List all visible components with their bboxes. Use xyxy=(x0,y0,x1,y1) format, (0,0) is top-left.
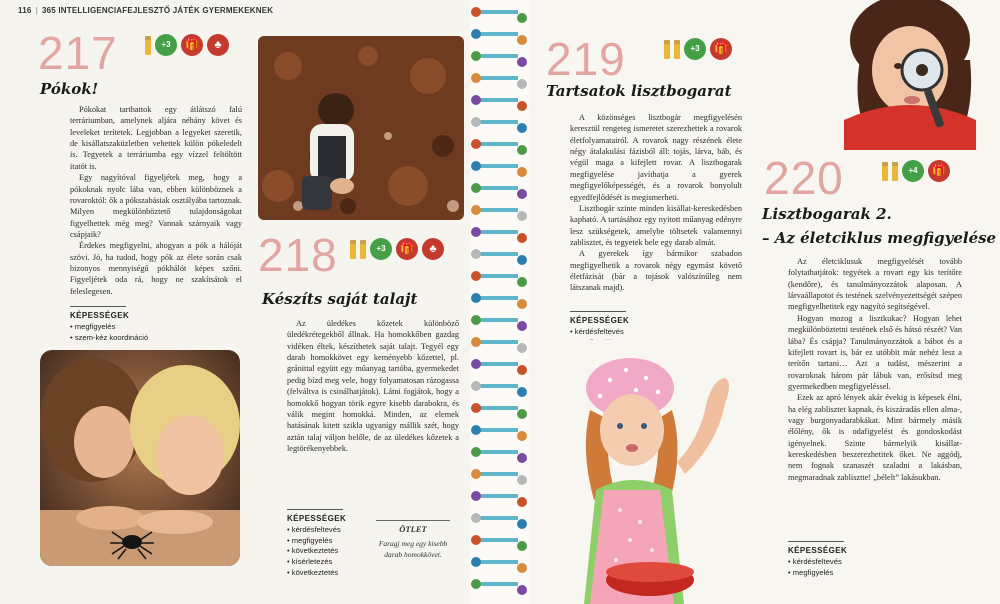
idea-title: ÖTLET xyxy=(376,520,450,535)
molecule-atom xyxy=(471,491,481,501)
molecule-atom xyxy=(471,315,481,325)
molecule-atom xyxy=(471,249,481,259)
paragraph: Az életciklusuk megfigyelését tovább folytathatjátok: tegyétek a rovart egy kis terítőre (kendőre), és tanulmányozzátok alaposan. A lárvaállapotot és testének szelvényezettségét szépen megfigyelhetitek egy nagyító segítségével. xyxy=(788,257,962,312)
molecule-rung xyxy=(480,450,518,454)
molecule-atom xyxy=(471,51,481,61)
activity-body-219 xyxy=(570,112,742,294)
molecule-atom xyxy=(471,161,481,171)
molecule-atom xyxy=(517,563,527,573)
molecule-atom xyxy=(471,359,481,369)
activity-title-220: Lisztbogarak 2. xyxy=(762,205,892,223)
molecule-rung xyxy=(480,120,518,124)
pencil-icon xyxy=(360,240,366,259)
molecule-atom xyxy=(517,299,527,309)
right-page xyxy=(530,0,1000,604)
girl-chef-photo xyxy=(560,340,750,604)
molecule-rung xyxy=(480,142,518,146)
activity-subtitle-220: – Az életciklus megfigyelése xyxy=(762,229,997,247)
skill-item: • kérdésfeltevés xyxy=(570,327,626,338)
paragraph: A gyerekek így bármikor szabadon megfigyelhetik a rovarok négy egymást követő életfázisát (bár a tojások valószínűleg nem látszanak majd). xyxy=(570,249,742,293)
book-title: 365 INTELLIGENCIAFEJLESZTŐ JÁTÉK GYERMEKEKNEK xyxy=(41,6,274,15)
molecule-rung xyxy=(480,10,518,14)
skills-title: KÉPESSÉGEK xyxy=(788,541,844,556)
molecule-atom xyxy=(471,447,481,457)
pencil-icon xyxy=(664,40,670,59)
molecule-atom xyxy=(517,475,527,485)
molecule-atom xyxy=(471,95,481,105)
molecule-atom xyxy=(471,227,481,237)
paragraph: Pókokat tarthattok egy átlátszó falú terráriumban, amelynek aljára néhány követ és leveleket terítetek. Legjobban a legyeket szeretik, de kisállatszaküzletben vehettek külön pókeledelt is. Tegyetek a terráriumba egy vízzel feltöltött itatót is. xyxy=(70,105,242,171)
skill-item: • következtetés xyxy=(287,568,343,579)
molecule-atom xyxy=(471,513,481,523)
molecule-rung xyxy=(480,582,518,586)
running-header: 116 | 365 INTELLIGENCIAFEJLESZTŐ JÁTÉK GYERMEKEKNEK xyxy=(18,6,274,15)
age-badge: +3 xyxy=(155,34,177,56)
skill-item: • következtetés xyxy=(287,546,343,557)
pencil-icon xyxy=(892,162,898,181)
molecule-atom xyxy=(471,117,481,127)
molecule-atom xyxy=(517,321,527,331)
molecule-atom xyxy=(517,79,527,89)
molecule-atom xyxy=(517,431,527,441)
molecule-atom xyxy=(517,585,527,595)
skills-box-218 xyxy=(287,509,347,578)
molecule-atom xyxy=(517,409,527,419)
molecule-atom xyxy=(517,35,527,45)
molecule-rung xyxy=(480,318,518,322)
activity-number-219: 219 xyxy=(546,33,626,85)
idea-text: Faragj meg egy kisebb darab homokkövet. xyxy=(378,539,448,559)
molecule-atom xyxy=(471,29,481,39)
pencil-icon xyxy=(674,40,680,59)
pencil-icon xyxy=(350,240,356,259)
molecule-atom xyxy=(517,255,527,265)
molecule-atom xyxy=(471,183,481,193)
activity-number-220: 220 xyxy=(764,152,844,204)
paragraph: Lisztbogár szinte minden kisállat-kereskedésben kapható. A tartásához egy nyitott műanyag edényre lesz szükségetek, amelybe töltsetek valamennyi zablisztet, és tegyetek bele egy darab almát. xyxy=(570,203,742,247)
molecule-rung xyxy=(480,274,518,278)
molecule-atom xyxy=(517,57,527,67)
molecule-atom xyxy=(517,387,527,397)
molecule-rung xyxy=(480,560,518,564)
molecule-atom xyxy=(517,453,527,463)
molecule-atom xyxy=(517,145,527,155)
molecule-atom xyxy=(517,189,527,199)
skill-item: • szem-kéz koordináció xyxy=(70,333,148,344)
molecule-atom xyxy=(471,139,481,149)
molecule-rung xyxy=(480,76,518,80)
girl-magnifier-photo xyxy=(820,0,1000,150)
molecule-atom xyxy=(517,497,527,507)
molecule-rung xyxy=(480,296,518,300)
molecule-atom xyxy=(517,343,527,353)
molecule-atom xyxy=(471,381,481,391)
skill-item: • kísérletezés xyxy=(287,557,343,568)
molecule-rung xyxy=(480,230,518,234)
gift-icon: 🎁 xyxy=(928,160,950,182)
paragraph: Az üledékes kőzetek különböző üledékrétegekből állnak. Ha homokkőben gazdag vidéken éltek, készíthetek saját talajt. Tegyél egy darab homokkövet egy keményebb kőzettel, pl. gránittal együtt egy műanyag tartóba, gyermekedet pedig bízd meg vele, hogy folyamatosan rázogassa (felváltva is csinálhatjátok). Látni fogjátok, hogy a homokkő hogyan törik egyre kisebb darabokra, és válik megint homokká. Minden, az elemek hatásának kitett szikla ugyanígy mállik szét, hogy aztán talaj váljon belőle, de az üledékes kőzetek a legtörékenyebbek. xyxy=(287,319,459,453)
molecule-rung xyxy=(480,516,518,520)
activity-badges-217 xyxy=(145,34,229,56)
page-number: 116 xyxy=(18,6,32,15)
activity-badges-218 xyxy=(350,238,444,260)
molecule-atom xyxy=(517,365,527,375)
activity-body-218 xyxy=(287,318,459,454)
skills-box-220 xyxy=(788,541,848,578)
paragraph: Egy nagyítóval figyeljétek meg, hogy a pókoknak nyolc lába van, ebben különböznek a rovaroktól: ők a pókszabásiak osztályába tartoznak. Milyen megkülönböztető tulajdonságokat figyelhettek még meg? Vannak szárnyaik vagy csápjaik? xyxy=(70,173,242,239)
age-badge: +3 xyxy=(684,38,706,60)
molecule-atom xyxy=(517,13,527,23)
molecule-rung xyxy=(480,340,518,344)
skills-box-217 xyxy=(70,306,148,343)
pencil-icon xyxy=(882,162,888,181)
left-page xyxy=(0,0,470,604)
molecule-rung xyxy=(480,252,518,256)
activity-badges-220 xyxy=(882,160,950,182)
idea-box-218 xyxy=(376,520,450,560)
molecule-rung xyxy=(480,406,518,410)
molecule-atom xyxy=(517,211,527,221)
gift-icon: 🎁 xyxy=(710,38,732,60)
molecule-atom xyxy=(471,73,481,83)
skill-item: • megfigyelés xyxy=(287,536,343,547)
molecule-atom xyxy=(471,425,481,435)
molecule-model-photo xyxy=(470,0,530,604)
paragraph: Hogyan mozog a lisztkukac? Hogyan lehet megkülönböztetni testének első és hátsó részét? Van lába? És csápja? Tanulmányozzátok a bábot és a kifejlett rovart is, bár ez utóbbit már nehéz lesz a terítőn tartani… Azt a tudást, mészerint a rovaroknak három pár lábuk van, erősítsd meg gyermekedben megfigyeléssel. xyxy=(788,313,962,391)
molecule-atom xyxy=(471,293,481,303)
activity-number-217: 217 xyxy=(38,27,118,79)
molecule-atom xyxy=(517,519,527,529)
molecule-atom xyxy=(517,541,527,551)
molecule-rung xyxy=(480,186,518,190)
molecule-rung xyxy=(480,494,518,498)
molecule-rung xyxy=(480,54,518,58)
molecule-rung xyxy=(480,472,518,476)
molecule-atom xyxy=(471,271,481,281)
skill-item: • kérdésfeltevés xyxy=(788,557,844,568)
molecule-rung xyxy=(480,164,518,168)
paragraph: Ezek az apró lények akár évekig is képesek élni, ha elég zablisztet kapnak, és kiszáradás ellen alma-, vagy burgonyadarabkákat. Mint bármely másik élőlény, ők is odafigyelést és gondoskodást igényelnek. Szinte bármelyik kisállat-kereskedésben beszerezhetitek őket. Ne aggódj, nem fognak szanaszét szaladni a lakásban, megmaradnak zablisztte! „bélelt” lakásukban. xyxy=(788,393,962,482)
molecule-atom xyxy=(517,101,527,111)
activity-body-217 xyxy=(70,104,242,297)
molecule-atom xyxy=(471,337,481,347)
skills-title: KÉPESSÉGEK xyxy=(70,306,126,321)
boy-digging-photo xyxy=(258,36,464,220)
skill-item: • kérdésfeltevés xyxy=(287,525,343,536)
activity-badges-219 xyxy=(664,38,732,60)
paragraph: A közönséges lisztbogár megfigyelésén keresztül rengeteg ismeretet szerezhettek a rovarok életfolyamatairól. A rovarok nagy részének élete négy átalakulási fázisból áll: tojás, lárva, báb, és végül maga a kifejlett rovar. A lisztbogarak megfigyelése javíthatja a gyerek megfigyelőképességét, és a rovarok bonyolult egyedfejlődését is megismerheti. xyxy=(570,113,742,202)
tree-icon: ♣ xyxy=(422,238,444,260)
pencil-icon xyxy=(145,36,151,55)
skills-title: KÉPESSÉGEK xyxy=(570,311,626,326)
molecule-atom xyxy=(471,7,481,17)
molecule-atom xyxy=(517,167,527,177)
age-badge: +4 xyxy=(902,160,924,182)
molecule-rung xyxy=(480,98,518,102)
activity-number-218: 218 xyxy=(258,229,338,281)
gift-icon: 🎁 xyxy=(181,34,203,56)
molecule-rung xyxy=(480,538,518,542)
molecule-atom xyxy=(471,557,481,567)
molecule-rung xyxy=(480,384,518,388)
molecule-atom xyxy=(471,469,481,479)
activity-title-217: Pókok! xyxy=(40,80,99,98)
gift-icon: 🎁 xyxy=(396,238,418,260)
activity-title-218: Készíts saját talajt xyxy=(262,290,418,308)
activity-title-219: Tartsatok lisztbogarat xyxy=(546,82,732,100)
molecule-rung xyxy=(480,208,518,212)
activity-body-220 xyxy=(788,256,962,483)
molecule-atom xyxy=(471,535,481,545)
skill-item: • megfigyelés xyxy=(788,568,844,579)
molecule-atom xyxy=(471,403,481,413)
molecule-atom xyxy=(517,123,527,133)
skills-title: KÉPESSÉGEK xyxy=(287,509,343,524)
molecule-atom xyxy=(517,277,527,287)
molecule-rung xyxy=(480,428,518,432)
molecule-atom xyxy=(517,233,527,243)
paragraph: Érdekes megfigyelni, ahogyan a pók a hálóját szövi. Jó, ha tudod, hogy pók az élete során csak bizonyos mennyiségű pókhálót képes szőni. Figyeljétek oda rá, hogy ne szakítsátok el feleslegesen. xyxy=(70,241,242,296)
molecule-rung xyxy=(480,362,518,366)
molecule-atom xyxy=(471,579,481,589)
molecule-atom xyxy=(471,205,481,215)
skill-item: • megfigyelés xyxy=(70,322,148,333)
spider-children-photo xyxy=(40,350,240,566)
age-badge: +3 xyxy=(370,238,392,260)
tree-icon: ♣ xyxy=(207,34,229,56)
molecule-rung xyxy=(480,32,518,36)
